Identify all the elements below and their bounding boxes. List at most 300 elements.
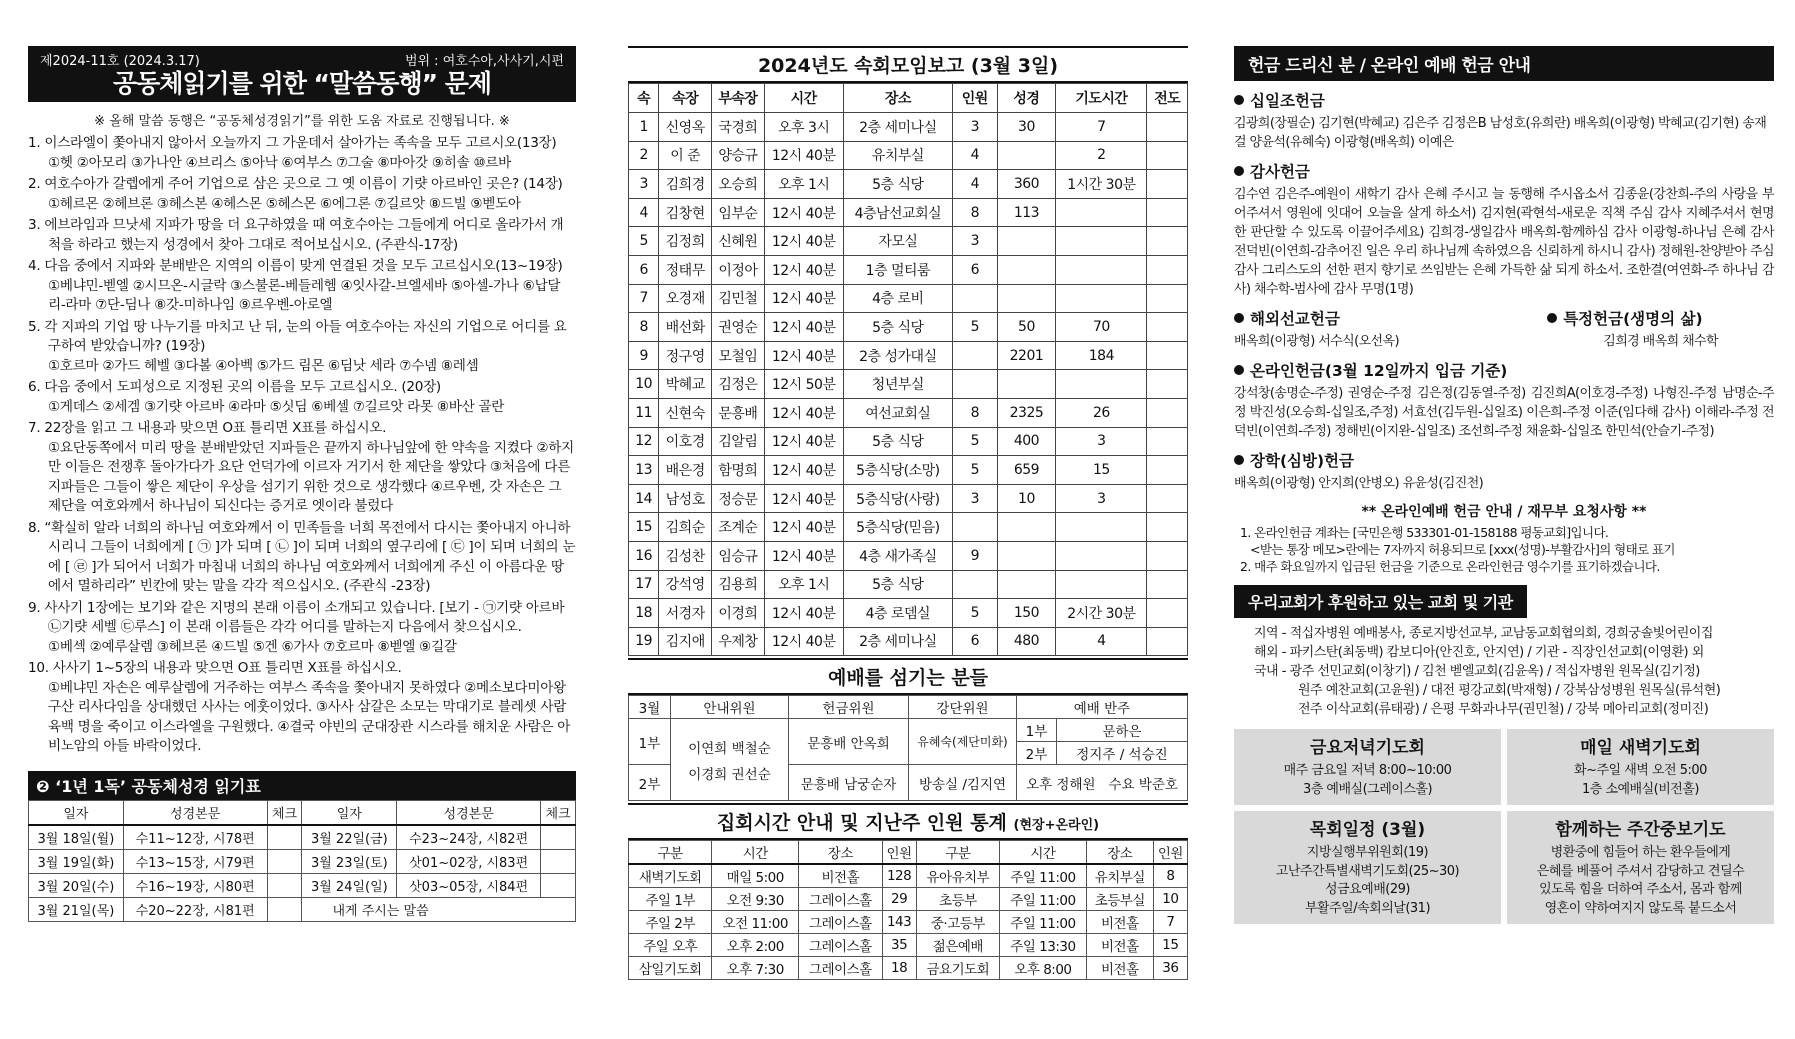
report-header: 기도시간 (1056, 84, 1147, 113)
report-cell: 12시 40분 (764, 255, 843, 284)
stats-cell: 8 (1153, 864, 1187, 888)
bullet-icon (1234, 95, 1244, 105)
report-cell: 12시 50분 (764, 370, 843, 399)
tithe-list: 김광희(장필순) 김기현(박혜교) 김은주 김정은B 남성호(유희란) 배옥희(이광형) 박혜교(김기현) 송재걸 양윤석(유혜숙) 이광형(배옥희) 이예은 (1234, 116, 1767, 150)
report-cell (1147, 570, 1188, 599)
stats-cell: 주일 1부 (629, 888, 712, 911)
quiz-range: 범위 : 여호수아,사사기,시편 (404, 54, 564, 69)
report-cell: 50 (997, 313, 1056, 342)
bullet-icon (1234, 166, 1244, 176)
worship-month: 3월 (629, 696, 671, 719)
report-cell (1056, 370, 1147, 399)
report-cell (1147, 541, 1188, 570)
report-cell (1056, 255, 1147, 284)
question-text: 9. 사사기 1장에는 보기와 같은 지명의 본래 이름이 소개되고 있습니다. [보기 - ㉠기럇 아르바 ㉡기럇 세벨 ㉢루스] 이 본래 이름들은 각각 어디를 말하는지 다음에서 찾으십시오. (28, 599, 565, 635)
report-cell: 1 (629, 113, 659, 142)
worship-r1: 1부 (629, 719, 671, 765)
schedule-l1: 지방실행부위원회(19) (1306, 845, 1429, 860)
report-cell: 9 (953, 541, 998, 570)
stats-table (628, 840, 1188, 980)
intercession-l3: 있도록 힘을 더하여 주소서, 몸과 함께 (1539, 882, 1742, 897)
reading-header: 체크 (541, 800, 576, 825)
report-cell: 5 (953, 427, 998, 456)
report-cell: 12시 40분 (764, 341, 843, 370)
report-cell: 17 (629, 570, 659, 599)
report-cell: 2 (629, 141, 659, 170)
worship-acc2-label: 2부 (1017, 742, 1057, 765)
report-cell (953, 513, 998, 542)
report-cell (1147, 484, 1188, 513)
report-cell: 15 (629, 513, 659, 542)
report-cell: 1층 멀티룸 (843, 255, 952, 284)
report-row (629, 255, 1188, 284)
online-title: 온라인헌금(3월 12일까지 입금 기준) (1250, 362, 1508, 380)
worship-h-guide: 안내위원 (671, 696, 789, 719)
reading-cell (267, 873, 302, 897)
report-cell (1056, 541, 1147, 570)
report-cell (1147, 313, 1188, 342)
report-cell: 14 (629, 484, 659, 513)
stats-cell: 금요기도회 (916, 957, 999, 980)
report-header: 성경 (997, 84, 1056, 113)
report-cell: 480 (997, 627, 1056, 656)
friday-title: 금요저녁기도회 (1310, 738, 1425, 758)
stats-row (629, 911, 1188, 934)
question-item (28, 419, 576, 517)
stats-cell: 초등부실 (1086, 888, 1153, 911)
report-row (629, 456, 1188, 485)
report-cell (1147, 255, 1188, 284)
report-cell (1147, 198, 1188, 227)
report-cell (1147, 227, 1188, 256)
support-title: 우리교회가 후원하고 있는 교회 및 기관 (1234, 585, 1527, 618)
schedule-l4: 부활주일/속회의날(31) (1304, 900, 1431, 916)
reading-cell (541, 849, 576, 873)
report-cell: 11 (629, 398, 659, 427)
reading-plan (28, 771, 576, 922)
report-cell: 김지애 (659, 627, 712, 656)
report-row (629, 170, 1188, 199)
reading-cell (541, 825, 576, 850)
dawn-prayer-box (1507, 729, 1774, 805)
report-cell: 김창현 (659, 198, 712, 227)
dawn-l2: 1층 소예배실(비전홀) (1581, 781, 1699, 797)
report-cell (953, 341, 998, 370)
report-cell: 김희순 (659, 513, 712, 542)
intercession-box (1507, 811, 1774, 924)
report-cell (953, 570, 998, 599)
reading-cell: 3월 21일(목) (29, 897, 124, 921)
question-item (28, 599, 576, 658)
report-cell (1147, 398, 1188, 427)
report-cell: 김희경 (659, 170, 712, 199)
report-cell: 3 (1056, 427, 1147, 456)
reading-cell: 3월 24일(일) (302, 873, 397, 897)
reading-cell: 삿01~02장, 시83편 (397, 849, 541, 873)
report-row (629, 370, 1188, 399)
report-row (629, 313, 1188, 342)
issue-number: 제2024-11호 (2024.3.17) (40, 54, 200, 69)
report-cell (1147, 599, 1188, 628)
tithe-title: 십일조헌금 (1250, 92, 1325, 110)
bullet-icon (1234, 365, 1244, 375)
question-text: 7. 22장을 읽고 그 내용과 맞으면 O표 틀리면 X표를 하십시오. (28, 420, 387, 436)
stats-cell: 매일 5:00 (712, 864, 799, 888)
report-cell (997, 370, 1056, 399)
support-l5: 전주 이삭교회(류태광) / 은평 무화과나무(권민철) / 강북 메아리교회(정미진) (1298, 702, 1709, 717)
report-cell: 김알림 (712, 427, 765, 456)
stats-cell: 35 (882, 934, 916, 957)
report-cell: 신현숙 (659, 398, 712, 427)
question-item (28, 175, 576, 214)
report-cell (1056, 513, 1147, 542)
report-cell: 12시 40분 (764, 541, 843, 570)
report-cell (1147, 113, 1188, 142)
report-cell: 오후 1시 (764, 570, 843, 599)
special-title: 특정헌금(생명의 삶) (1563, 310, 1703, 328)
report-cell: 8 (953, 398, 998, 427)
online-guide-1: 1. 온라인헌금 계좌는 [국민은행 533301-01-158188 평동교회]입니다. (1240, 525, 1609, 540)
stats-header: 인원 (1153, 841, 1187, 865)
special-block (1547, 299, 1774, 351)
report-cell: 국경희 (712, 113, 765, 142)
stats-cell: 중·고등부 (916, 911, 999, 934)
report-cell: 400 (997, 427, 1056, 456)
online-guide (1234, 524, 1774, 575)
report-row (629, 599, 1188, 628)
mission-block (1234, 299, 1504, 351)
report-cell: 113 (997, 198, 1056, 227)
report-cell: 2325 (997, 398, 1056, 427)
report-cell: 4층남선교회실 (843, 198, 952, 227)
question-item (28, 216, 576, 255)
thanks-title: 감사헌금 (1250, 163, 1310, 181)
report-cell: 18 (629, 599, 659, 628)
worship-off1: 문흥배 안옥희 (789, 719, 909, 765)
report-cell: 4 (953, 141, 998, 170)
stats-cell: 주일 오후 (629, 934, 712, 957)
question-options: ①베섹 ②예루살렘 ③헤브론 ④드빌 ⑤겐 ⑥가사 ⑦호르마 ⑧벧엘 ⑨길갈 (48, 638, 457, 655)
report-cell (1147, 427, 1188, 456)
tithe-heading (1234, 89, 1774, 111)
support-l2: 해외 - 파키스탄(최동백) 캄보디아(안진호, 안지연) / 기관 - 직장인선교회(이영환) 외 (1254, 645, 1704, 660)
stats-cell: 오전 9:30 (712, 888, 799, 911)
question-options: ①게데스 ②세겜 ③기럇 아르바 ④라마 ⑤싯딤 ⑥베셀 ⑦길르앗 라못 ⑧바산 골란 (48, 398, 505, 415)
build-title: 장학(심방)헌금 (1250, 452, 1355, 470)
report-cell: 김용희 (712, 570, 765, 599)
report-cell: 5층식당(소망) (843, 456, 952, 485)
stats-cell: 비전홀 (799, 864, 882, 888)
schedule-title: 목회일정 (3월) (1309, 820, 1426, 840)
worship-acc1: 문하은 (1057, 719, 1188, 742)
report-cell: 이 준 (659, 141, 712, 170)
report-title: 2024년도 속회모임보고 (3월 3일) (628, 46, 1188, 83)
reading-row (29, 873, 576, 897)
question-item (28, 378, 576, 417)
report-cell: 3 (953, 227, 998, 256)
report-cell: 김정희 (659, 227, 712, 256)
reading-cell: 3월 23일(토) (302, 849, 397, 873)
offering-title: 헌금 드리신 분 / 온라인 예배 헌금 안내 (1234, 46, 1774, 81)
report-cell (1147, 341, 1188, 370)
support-l1: 지역 - 적십자병원 예배봉사, 종로지방선교부, 교남동교회협의회, 경희궁솔빛어린이집 (1254, 626, 1713, 641)
special-heading (1547, 307, 1774, 329)
stats-row (629, 957, 1188, 980)
quiz-header (28, 46, 576, 102)
worship-h-altar: 강단위원 (909, 696, 1017, 719)
report-cell: 임부순 (712, 198, 765, 227)
report-row (629, 284, 1188, 313)
stats-cell: 오후 8:00 (1000, 957, 1087, 980)
report-cell: 12시 40분 (764, 198, 843, 227)
intercession-title: 함께하는 주간중보기도 (1555, 820, 1726, 840)
stats-cell: 그레이스홀 (799, 934, 882, 957)
worship-h-offering: 헌금위원 (789, 696, 909, 719)
report-cell: 12 (629, 427, 659, 456)
support-l4: 원주 예찬교회(고윤원) / 대전 평강교회(박재형) / 강북삼성병원 원목실(류석현) (1298, 683, 1721, 698)
stats-cell: 143 (882, 911, 916, 934)
report-cell: 12시 40분 (764, 599, 843, 628)
reading-cell: 수20~22장, 시81편 (123, 897, 267, 921)
thanks-heading (1234, 160, 1774, 182)
quiz-note: ※ 올해 말씀 동행은 “공동체성경읽기”를 위한 도움 자료로 진행됩니다. ※ (94, 114, 510, 129)
report-cell (1056, 227, 1147, 256)
report-cell (1056, 198, 1147, 227)
stats-row (629, 864, 1188, 888)
intercession-l4: 영혼이 약하여지지 않도록 붙드소서 (1544, 900, 1737, 916)
reading-cell: 수13~15장, 시79편 (123, 849, 267, 873)
worship-guide (671, 719, 789, 801)
report-cell: 이정아 (712, 255, 765, 284)
report-cell: 3 (953, 484, 998, 513)
report-cell: 2 (1056, 141, 1147, 170)
question-text: 4. 다음 중에서 지파와 분배받은 지역의 이름이 맞게 연결된 것을 모두 고르십시오(13~19장) (28, 258, 563, 274)
report-cell: 4 (1056, 627, 1147, 656)
report-cell: 13 (629, 456, 659, 485)
report-row (629, 398, 1188, 427)
question-item (28, 257, 576, 316)
worship-off2: 문흥배 남궁순자 (789, 765, 909, 801)
stats-cell: 10 (1153, 888, 1187, 911)
report-cell (997, 513, 1056, 542)
report-cell: 이호경 (659, 427, 712, 456)
report-row (629, 570, 1188, 599)
report-cell: 12시 40분 (764, 513, 843, 542)
report-cell (997, 570, 1056, 599)
acc3: 수요 박준호 (1108, 776, 1178, 793)
report-column (628, 46, 1188, 980)
report-cell (997, 255, 1056, 284)
stats-header: 구분 (629, 841, 712, 865)
report-cell: 4층 새가족실 (843, 541, 952, 570)
stats-cell: 15 (1153, 934, 1187, 957)
report-cell: 12시 40분 (764, 456, 843, 485)
online-heading (1234, 359, 1774, 381)
question-text: 8. “확실히 알라 너희의 하나님 여호와께서 이 민족들을 너희 목전에서 다시는 쫓아내지 아니하시리니 그들이 너희에게 [ ㉠ ]가 되며 [ ㉡ ]이 되며 너희의 옆구리에 [ ㉢ ]이 되며 너희의 눈에 [ ㉣ ]가 되어서 너희가 마침내 너희의 하나님 여호와께서 너희에게 주신 이 아름다운 땅에서 멸하리라” 빈칸에 맞는 말을 각각 적으십시오. (주관식 -23장) (28, 519, 576, 594)
report-cell: 서경자 (659, 599, 712, 628)
stats-header: 인원 (882, 841, 916, 865)
report-cell (1056, 570, 1147, 599)
info-boxes (1234, 729, 1774, 924)
mission-special-row (1234, 299, 1774, 351)
report-cell (953, 370, 998, 399)
worship-altar2: 방송실 /김지연 (909, 765, 1017, 801)
report-cell (1147, 513, 1188, 542)
report-cell: 남성호 (659, 484, 712, 513)
bullet-icon (1234, 313, 1244, 323)
report-cell: 신혜원 (712, 227, 765, 256)
report-cell: 오후 3시 (764, 113, 843, 142)
report-cell: 5층 식당 (843, 170, 952, 199)
stats-cell: 비전홀 (1086, 957, 1153, 980)
report-cell: 19 (629, 627, 659, 656)
report-cell: 정태무 (659, 255, 712, 284)
report-cell: 4 (629, 198, 659, 227)
report-cell: 5층 식당 (843, 570, 952, 599)
friday-prayer-box (1234, 729, 1501, 805)
report-cell: 양승규 (712, 141, 765, 170)
question-text: 6. 다음 중에서 도피성으로 지정된 곳의 이름을 모두 고르십시오. (20장) (28, 379, 441, 395)
report-cell: 김정은 (712, 370, 765, 399)
report-cell (1147, 627, 1188, 656)
report-header: 시간 (764, 84, 843, 113)
report-cell: 1시간 30분 (1056, 170, 1147, 199)
intercession-l2: 은혜를 베풀어 주셔서 감당하고 견딜수 (1536, 863, 1745, 879)
reading-table (28, 800, 576, 922)
report-header: 속장 (659, 84, 712, 113)
report-cell: 12시 40분 (764, 227, 843, 256)
reading-cell (267, 825, 302, 850)
schedule-box (1234, 811, 1501, 924)
guide1: 이연희 백철순 (688, 740, 771, 757)
stats-cell: 새벽기도회 (629, 864, 712, 888)
report-cell: 3 (953, 113, 998, 142)
reading-cell: 3월 18일(월) (29, 825, 124, 850)
report-cell (997, 541, 1056, 570)
stats-cell: 29 (882, 888, 916, 911)
stats-header: 장소 (799, 841, 882, 865)
stats-cell: 삼일기도회 (629, 957, 712, 980)
report-cell (997, 284, 1056, 313)
report-header: 속 (629, 84, 659, 113)
reading-cell: 수16~19장, 시80편 (123, 873, 267, 897)
report-cell: 5 (629, 227, 659, 256)
quiz-title: 공동체읽기를 위한 “말씀동행” 문제 (112, 69, 492, 98)
question-text: 10. 사사기 1~5장의 내용과 맞으면 O표 틀리면 X표를 하십시오. (28, 660, 402, 676)
stats-cell: 주일 11:00 (1000, 864, 1087, 888)
dawn-title: 매일 새벽기도회 (1580, 738, 1701, 758)
report-cell: 5층 식당 (843, 427, 952, 456)
report-header: 인원 (953, 84, 998, 113)
stats-cell: 주일 11:00 (1000, 911, 1087, 934)
report-cell: 9 (629, 341, 659, 370)
stats-cell: 18 (882, 957, 916, 980)
online-guide-1b: <받는 통장 메모>란에는 7자까지 허용되므로 [xxx(성명)-부활감사]의 형태로 표기 (1250, 542, 1675, 557)
report-cell: 12시 40분 (764, 284, 843, 313)
report-cell: 조계순 (712, 513, 765, 542)
question-text: 2. 여호수아가 갈렙에게 주어 기업으로 삼은 곳으로 그 옛 이름이 기럇 아르바인 곳은? (14장) (28, 176, 563, 192)
stats-cell: 유아유치부 (916, 864, 999, 888)
report-header: 장소 (843, 84, 952, 113)
report-cell: 오승희 (712, 170, 765, 199)
report-row (629, 484, 1188, 513)
report-row (629, 227, 1188, 256)
stats-title (628, 803, 1188, 840)
online-list: 강석창(송명순-주정) 권영순-주정 김은정(김동열-주정) 김진희A(이호경-주정) 나형진-주정 남명순-주정 박진성(오승희-십일조,주정) 서효선(김두원-십일조) 이은희-주정 이준(임다해 감사) 이해라-주정 전덕빈(이연희-주정) 정해빈(이지완-십일조) 조선희-주정 채윤화-십일조 한민석(안슬기-주정) (1234, 386, 1774, 439)
report-cell: 7 (629, 284, 659, 313)
report-cell: 12시 40분 (764, 627, 843, 656)
stats-title-note: (현장+온라인) (1013, 818, 1100, 834)
report-cell: 70 (1056, 313, 1147, 342)
report-cell: 12시 40분 (764, 313, 843, 342)
report-cell: 여선교회실 (843, 398, 952, 427)
report-cell: 강석영 (659, 570, 712, 599)
build-list: 배옥희(이광형) 안지희(안병오) 유윤성(김진천) (1234, 476, 1484, 491)
worship-title: 예배를 섬기는 분들 (628, 658, 1188, 695)
reading-cell: 3월 20일(수) (29, 873, 124, 897)
worship-acc1-label: 1부 (1017, 719, 1057, 742)
report-cell: 4층 로비 (843, 284, 952, 313)
question-options: ①헤르몬 ②헤브론 ③헤스본 ④헤스몬 ⑤헤스몬 ⑥에그론 ⑦길르앗 ⑧드빌 ⑨벧도아 (48, 195, 521, 212)
report-cell (1056, 284, 1147, 313)
reading-header: 성경본문 (123, 800, 267, 825)
stats-cell: 7 (1153, 911, 1187, 934)
report-row (629, 427, 1188, 456)
reading-cell: 수11~12장, 시78편 (123, 825, 267, 850)
question-options: ①베냐민-벧엘 ②시므온-시글락 ③스불론-베들레헴 ④잇사갈-브엘세바 ⑤아셀-가나 ⑥납달리-라마 ⑦단-딤나 ⑧갓-미하나임 ⑨르우벤-아로엘 (48, 277, 561, 313)
stats-cell: 그레이스홀 (799, 888, 882, 911)
report-cell: 자모실 (843, 227, 952, 256)
stats-row (629, 888, 1188, 911)
report-cell (1147, 141, 1188, 170)
question-text: 3. 에브라임과 므낫세 지파가 땅을 더 요구하였을 때 여호수아는 그들에게 어디로 올라가서 개척을 하라고 했는지 성경에서 찾아 그대로 적어보십시오. (주관식-17장) (28, 217, 564, 253)
report-cell: 3 (1056, 484, 1147, 513)
thanks-list: 김수연 김은주-예원이 새학기 감사 은혜 주시고 늘 동행해 주시옵소서 김종윤(강찬희-주의 사랑을 부어주셔서 영원에 잇대어 오늘을 살게 하소서) 김지현(곽현석-새로운 직책 주심 감사 지혜주셔서 현명한 판단할 수 있도록 이끌어주세요) 김희경-생일감사 배옥희-함께하심 감사 이광형-하나님 은혜 감사 전덕빈(이연희-감추어진 일은 우리 하나님께 속하였으음 신뢰하게 하시니 감사) 정해원-찬양받아 주심 감사 그리스도의 선한 편지 향기로 쓰임받는 은혜 가득한 삶 되게 하소서. 조한결(여연화-주 하나님 감사) 채수학-범사에 감사 무명(1명) (1234, 187, 1774, 297)
report-cell: 16 (629, 541, 659, 570)
question-text: 5. 각 지파의 기업 땅 나누기를 마치고 난 뒤, 눈의 아들 여호수아는 자신의 기업으로 어디를 요구하여 받았습니까? (19장) (28, 318, 567, 354)
bullet-icon (1547, 313, 1557, 323)
stats-cell: 오전 11:00 (712, 911, 799, 934)
stats-cell: 비전홀 (1086, 934, 1153, 957)
report-cell: 4 (953, 170, 998, 199)
report-cell: 2층 세미나실 (843, 113, 952, 142)
question-item (28, 134, 576, 173)
report-header: 전도 (1147, 84, 1188, 113)
question-options: ①헷 ②아모리 ③가나안 ④브리스 ⑤아낙 ⑥여부스 ⑦그술 ⑧마아갓 ⑨히솔 ⑩르바 (48, 154, 512, 171)
report-cell: 정승문 (712, 484, 765, 513)
stats-header: 구분 (916, 841, 999, 865)
acc3-label: 오후 정해원 (1026, 776, 1096, 793)
online-guide-title: ** 온라인예배 헌금 안내 / 재무부 요청사항 ** (1361, 504, 1647, 520)
worship-acc3 (1017, 765, 1188, 801)
question-item (28, 519, 576, 597)
report-cell: 8 (953, 198, 998, 227)
report-cell: 모철임 (712, 341, 765, 370)
report-cell: 4층 로뎀실 (843, 599, 952, 628)
question-options: ①베냐민 자손은 예루살렘에 거주하는 여부스 족속을 쫓아내지 못하였다 ②메소보다미아왕 구산 리사다임을 상대했던 사사는 에훗이었다. ③사사 삼갈은 소모는 막대기로 블레셋 사람 육백 명을 죽이고 이스라엘을 구원했다. ④결국 야빈의 군대장관 시스라를 해치운 사람은 아비노암의 아들 바락이었다. (48, 679, 571, 754)
question-list (28, 134, 576, 757)
report-row (629, 627, 1188, 656)
reading-row (29, 897, 576, 921)
worship-acc2: 정지주 / 석승진 (1057, 742, 1188, 765)
report-cell: 659 (997, 456, 1056, 485)
report-cell: 유치부실 (843, 141, 952, 170)
schedule-l3: 성금요예배(29) (1325, 882, 1410, 897)
report-cell: 8 (629, 313, 659, 342)
stats-row (629, 934, 1188, 957)
report-row (629, 341, 1188, 370)
report-header: 부속장 (712, 84, 765, 113)
